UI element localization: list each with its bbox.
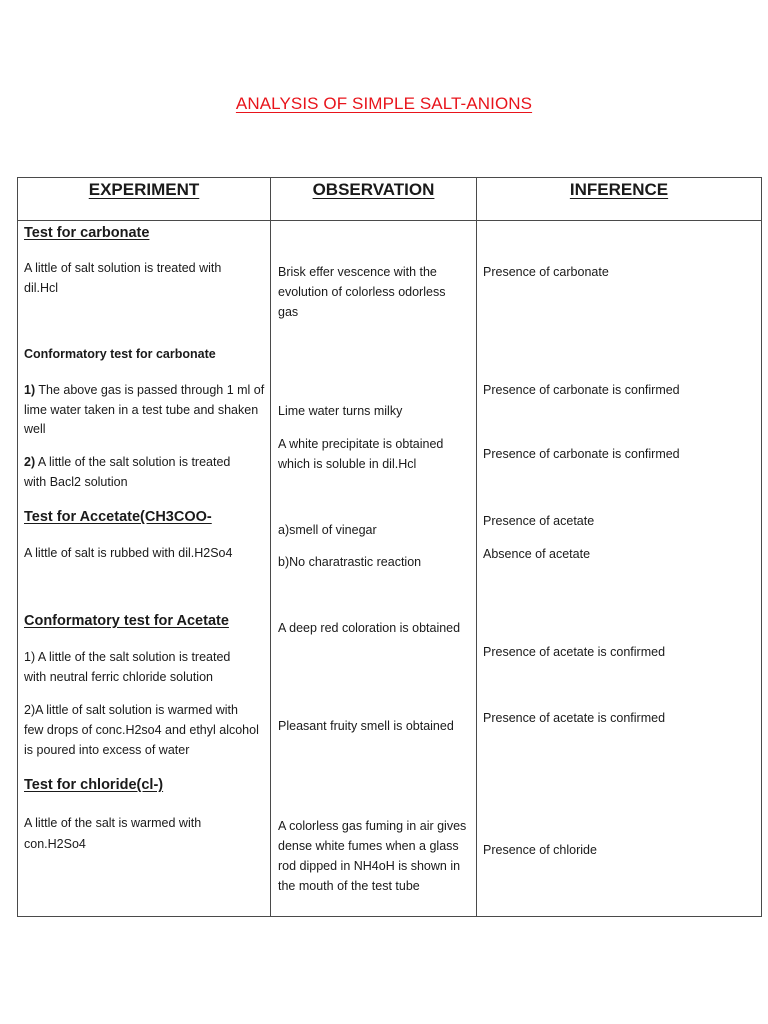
- header-experiment: EXPERIMENT: [88, 180, 200, 199]
- experiment-text: well: [24, 422, 46, 436]
- experiment-text: con.H2So4: [24, 837, 86, 851]
- inference-text: Presence of carbonate is confirmed: [483, 383, 680, 397]
- inference-text: Presence of chloride: [483, 843, 597, 857]
- step-number: 2): [24, 455, 36, 469]
- step-number: 1): [24, 383, 36, 397]
- header-inference: INFERENCE: [569, 180, 669, 199]
- experiment-text: [24, 380, 264, 400]
- observation-text: A deep red coloration is obtained: [278, 621, 461, 635]
- step-text: The above gas is passed through 1 ml of: [35, 383, 265, 397]
- inference-text: Absence of acetate: [483, 547, 591, 561]
- observation-text: rod dipped in NH4oH is shown in: [278, 859, 461, 873]
- header-observation: OBSERVATION: [312, 180, 435, 199]
- inference-text: Presence of carbonate: [483, 265, 609, 279]
- experiment-text: dil.Hcl: [24, 281, 59, 295]
- observation-text: A white precipitate is obtained: [278, 437, 444, 451]
- observation-text: dense white fumes when a glass: [278, 839, 459, 853]
- inference-text: Presence of acetate is confirmed: [483, 645, 666, 659]
- experiment-text: A little of salt solution is treated with: [24, 261, 222, 275]
- inference-text: Presence of acetate is confirmed: [483, 711, 666, 725]
- observation-text: evolution of colorless odorless: [278, 285, 446, 299]
- section-heading-confirm-acetate: Conformatory test for Acetate: [24, 613, 229, 629]
- experiment-text: is poured into excess of water: [24, 743, 190, 757]
- step-text: A little of the salt solution is treated: [35, 455, 231, 469]
- experiment-text: 2)A little of salt solution is warmed with: [24, 703, 238, 717]
- section-heading-chloride: Test for chloride(cl-): [24, 777, 164, 793]
- experiment-text: A little of the salt is warmed with: [24, 816, 202, 830]
- observation-text: Lime water turns milky: [278, 404, 403, 418]
- experiment-text: A little of salt is rubbed with dil.H2So4: [24, 546, 233, 560]
- experiment-text: few drops of conc.H2so4 and ethyl alcohol: [24, 723, 259, 737]
- experiment-text: [24, 452, 230, 472]
- section-heading-carbonate: Test for carbonate: [24, 225, 150, 241]
- table-border-bottom: [17, 916, 762, 917]
- observation-text: a)smell of vinegar: [278, 523, 377, 537]
- experiment-text: with neutral ferric chloride solution: [24, 670, 213, 684]
- observation-text: b)No charatrastic reaction: [278, 555, 422, 569]
- subheading-confirm-carbonate: Conformatory test for carbonate: [24, 347, 216, 361]
- table-column-divider-2: [476, 177, 477, 917]
- experiment-text: 1) A little of the salt solution is treated: [24, 650, 231, 664]
- table-border-top: [17, 177, 762, 178]
- observation-text: Brisk effer vescence with the: [278, 265, 437, 279]
- table-column-divider-1: [270, 177, 271, 917]
- inference-text: Presence of acetate: [483, 514, 595, 528]
- observation-text: gas: [278, 305, 299, 319]
- observation-text: Pleasant fruity smell is obtained: [278, 719, 454, 733]
- observation-text: A colorless gas fuming in air gives: [278, 819, 467, 833]
- observation-text: the mouth of the test tube: [278, 879, 420, 893]
- table-header-divider: [17, 220, 762, 221]
- table-border-right: [761, 177, 762, 917]
- page-title: ANALYSIS OF SIMPLE SALT-ANIONS: [235, 94, 533, 113]
- section-heading-acetate: Test for Accetate(CH3COO-: [24, 509, 212, 525]
- table-border-left: [17, 177, 18, 917]
- inference-text: Presence of carbonate is confirmed: [483, 447, 680, 461]
- observation-text: which is soluble in dil.Hcl: [278, 457, 417, 471]
- experiment-text: lime water taken in a test tube and shaken: [24, 403, 259, 417]
- experiment-text: with Bacl2 solution: [24, 475, 128, 489]
